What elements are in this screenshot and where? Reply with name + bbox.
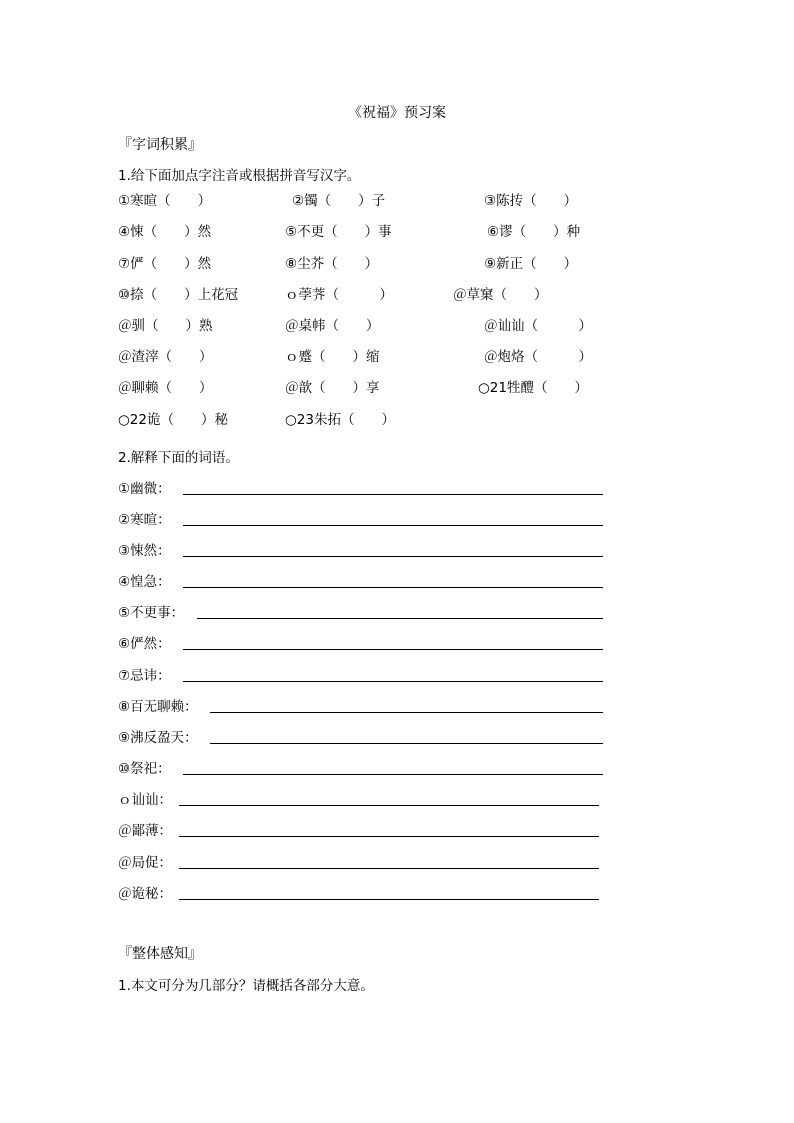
- section-heading-vocabulary: 『字词积累』: [118, 137, 202, 153]
- q1-item: ⑧尘芥（ ）: [285, 256, 379, 272]
- q1-item: ｏ蹙（ ）缩: [285, 349, 380, 365]
- q1-item: ⑥谬（ ）种: [487, 224, 581, 240]
- answer-line[interactable]: [183, 649, 603, 650]
- definition-term: ⑥俨然：: [118, 636, 171, 652]
- page-title: 《祝福》预习案: [348, 105, 446, 121]
- answer-line[interactable]: [210, 743, 603, 744]
- q1-item: ＠聊赖（ ）: [118, 380, 213, 396]
- definition-term: ⑩祭祀：: [118, 761, 171, 777]
- q1-item: ④悚（ ）然: [118, 224, 212, 240]
- q1-item: ○21牲醴（ ）: [478, 380, 588, 396]
- definition-term: ⑤不更事：: [118, 605, 185, 621]
- definition-term: ＠局促：: [118, 855, 172, 871]
- definition-term: ②寒暄：: [118, 512, 171, 528]
- definition-term: ①幽微：: [118, 481, 171, 497]
- answer-line[interactable]: [179, 805, 599, 806]
- q1-item: ①寒暄（ ）: [118, 193, 212, 209]
- q1-item: ＠讪讪（ ）: [484, 318, 592, 334]
- definition-term: ＠诡秘：: [118, 886, 172, 902]
- answer-line[interactable]: [179, 836, 599, 837]
- question-1-prompt: 1.给下面加点字注音或根据拼音写汉字。: [118, 168, 361, 184]
- definition-term: ⑨沸反盈天：: [118, 730, 198, 746]
- q1-item: ＠驯（ ）熟: [118, 318, 213, 334]
- q1-item: ②镯（ ）子: [292, 193, 386, 209]
- definition-term: ③悚然：: [118, 543, 171, 559]
- answer-line[interactable]: [210, 712, 603, 713]
- answer-line[interactable]: [197, 618, 603, 619]
- q1-item: ⑦俨（ ）然: [118, 256, 212, 272]
- q1-item: ＠渣滓（ ）: [118, 349, 213, 365]
- q1-item: ＠桌帏（ ）: [285, 318, 380, 334]
- answer-line[interactable]: [183, 587, 603, 588]
- answer-line[interactable]: [183, 556, 603, 557]
- answer-line[interactable]: [179, 899, 599, 900]
- answer-line[interactable]: [183, 681, 603, 682]
- q1-item: ⑨新正（ ）: [484, 256, 578, 272]
- q1-item: ③陈抟（ ）: [484, 193, 578, 209]
- answer-line[interactable]: [183, 525, 603, 526]
- q1-item: ⑤不更（ ）事: [285, 224, 392, 240]
- definition-term: ⑦忌讳：: [118, 668, 171, 684]
- section-heading-overall: 『整体感知』: [118, 946, 202, 962]
- q1-item: ＠炮烙（ ）: [484, 349, 592, 365]
- definition-term: ｏ讪讪：: [118, 792, 172, 808]
- definition-term: ＠鄙薄：: [118, 823, 172, 839]
- q1-item: ⑩捺（ ）上花冠: [118, 287, 239, 303]
- q1-item: ○22诡（ ）秘: [118, 412, 228, 428]
- definition-term: ⑧百无聊赖：: [118, 699, 198, 715]
- q1-item: ｏ荸荠（ ）: [285, 287, 393, 303]
- overall-question-1: 1.本文可分为几部分？请概括各部分大意。: [118, 978, 374, 994]
- q1-item: ○23朱拓（ ）: [285, 412, 395, 428]
- q1-item: ＠歆（ ）享: [285, 380, 380, 396]
- answer-line[interactable]: [179, 868, 599, 869]
- answer-line[interactable]: [183, 774, 603, 775]
- definition-term: ④惶急：: [118, 574, 171, 590]
- q1-item: ＠草窠（ ）: [453, 287, 548, 303]
- question-2-prompt: 2.解释下面的词语。: [118, 450, 239, 466]
- answer-line[interactable]: [183, 494, 603, 495]
